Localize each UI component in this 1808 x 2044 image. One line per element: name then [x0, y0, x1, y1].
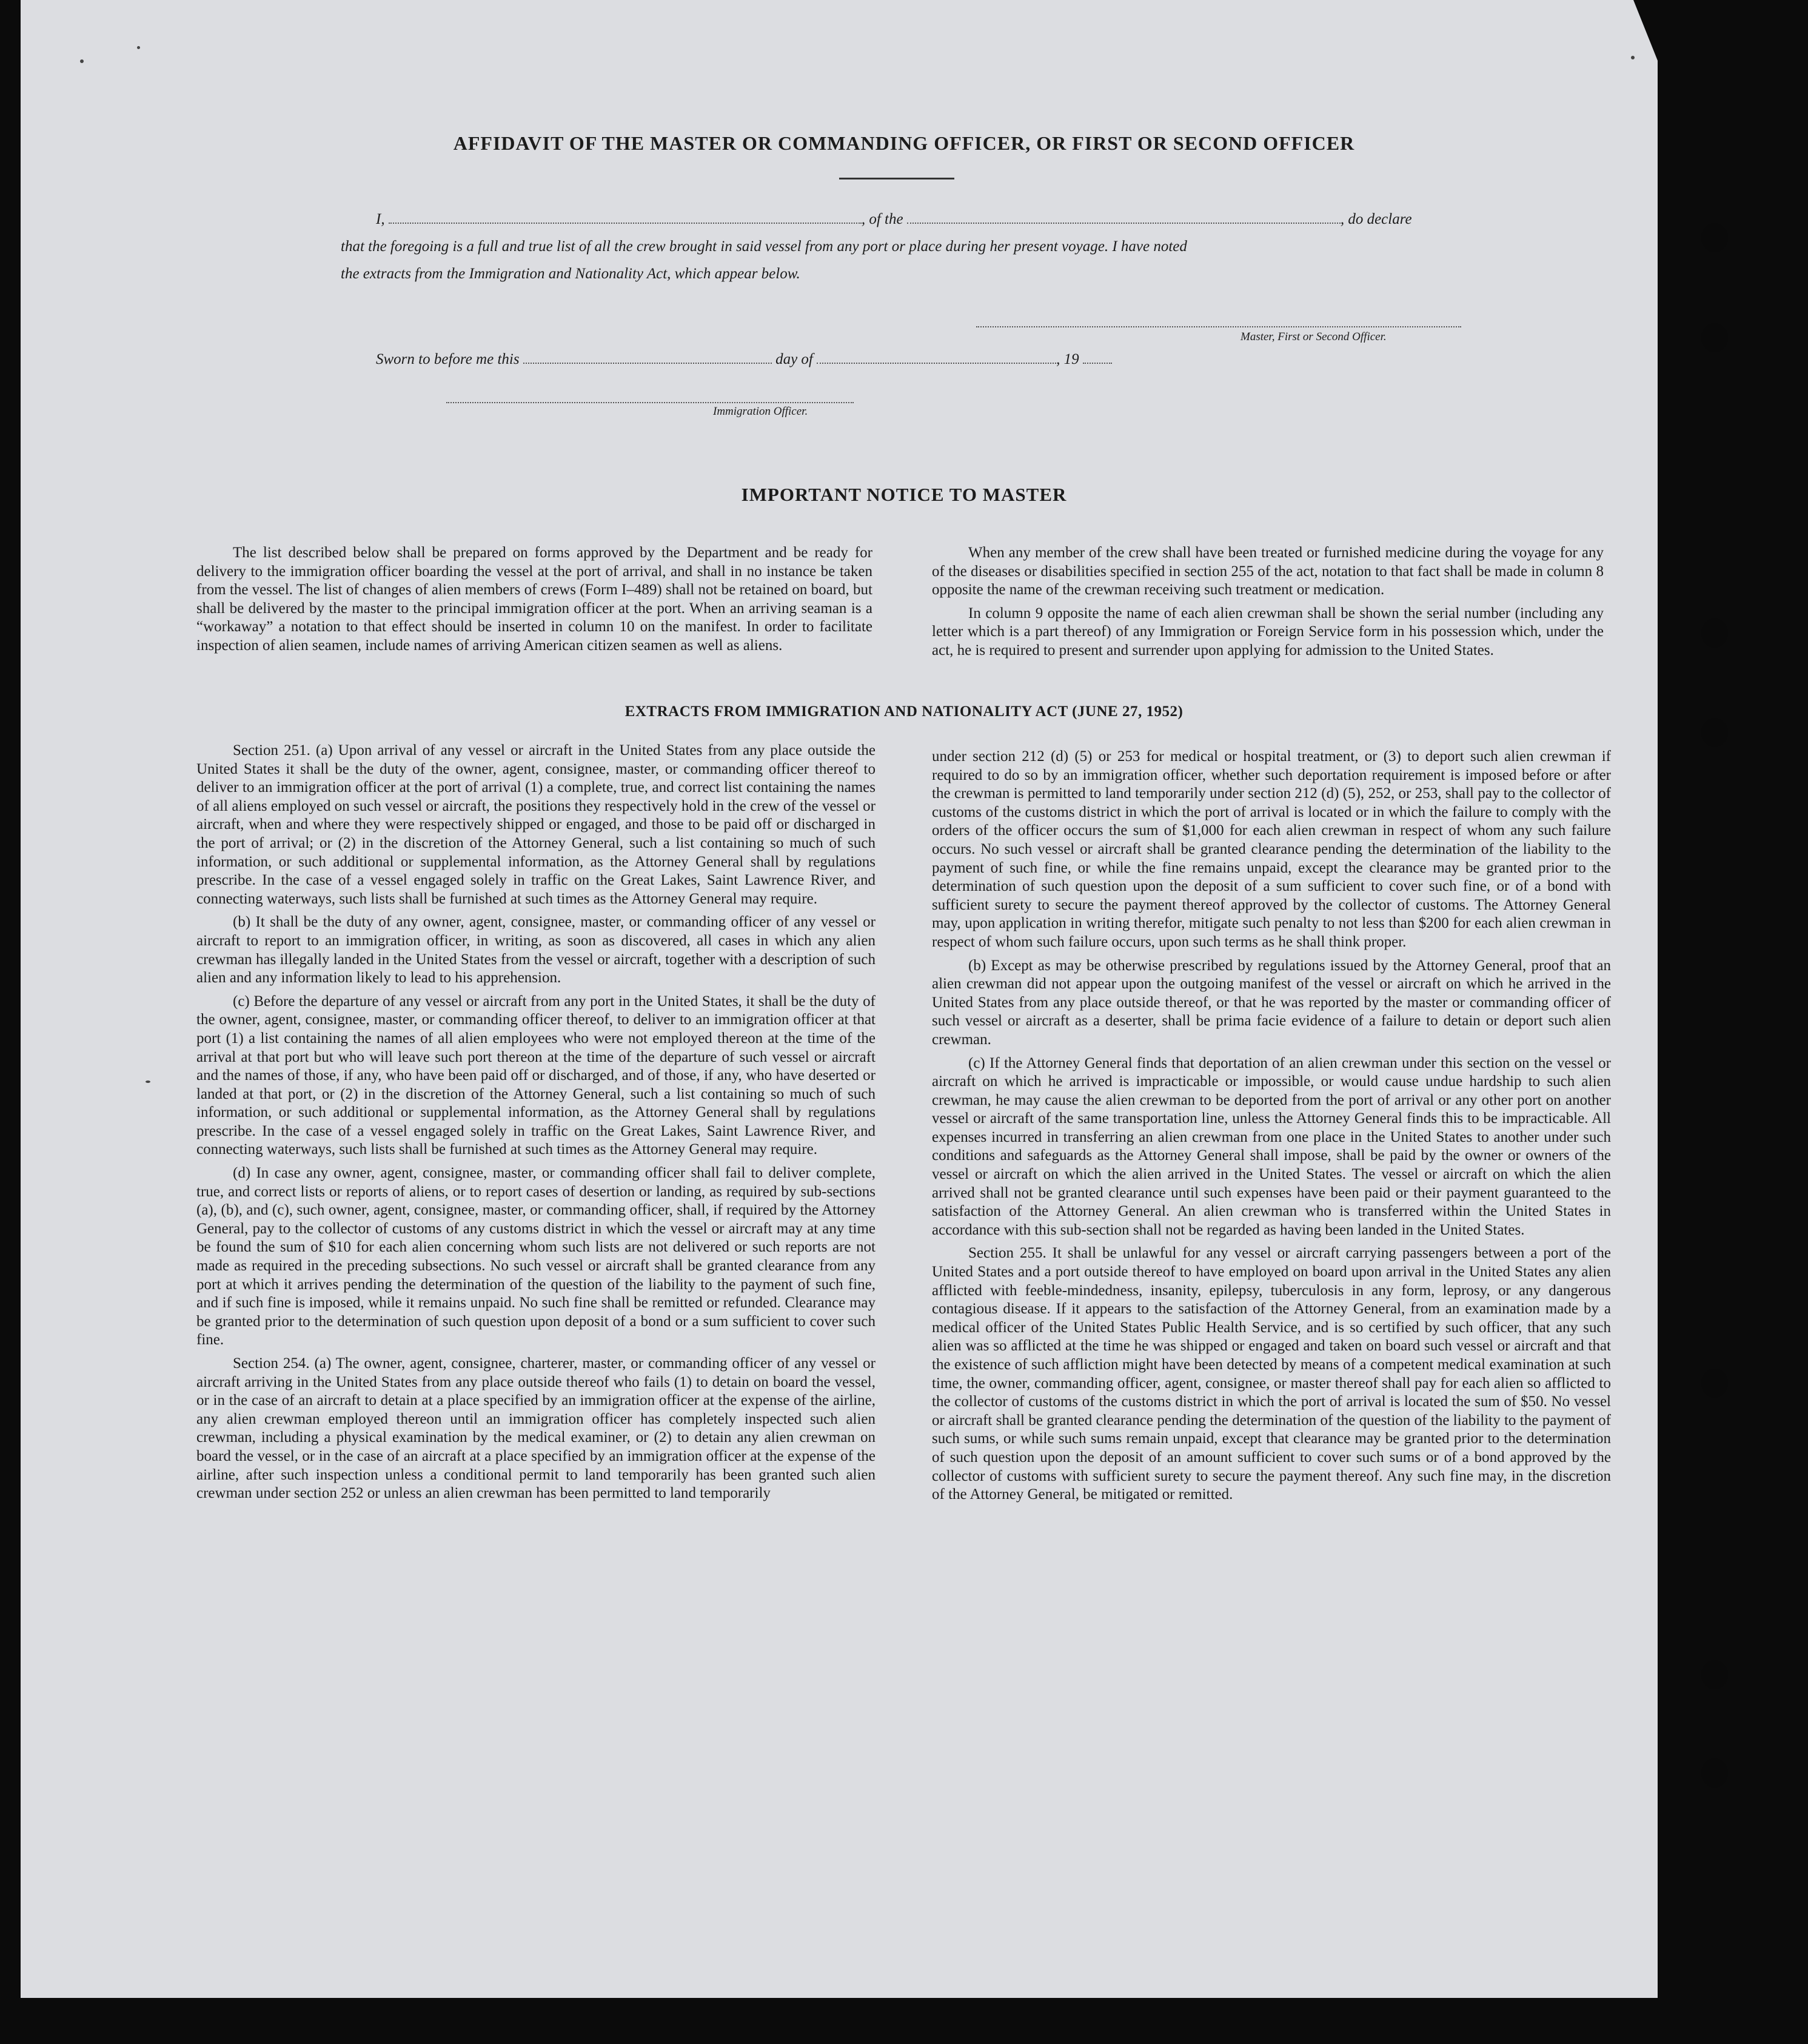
- section-254-a: Section 254. (a) The owner, agent, consignee, charterer, master, or commanding officer of any vessel or aircraft arriving in the United States from any place outside thereof who fails (1) to detain on board the vessel, or in the case of an aircraft to detain at a place specified by an immigration officer at the expense of the airline, any alien crewman employed thereon until an immigration officer has completely inspected such alien crewman, including a physical examination by the medical examiner, or (2) to detain any alien crewman on board the vessel, or in the case of an aircraft at a place specified by an immigration officer at the expense of the airline, after such inspection unless a conditional permit to land temporarily has been granted such alien crewman under section 252 or unless an alien crewman has been permitted to land temporarily: [196, 1355, 876, 1502]
- notice-right-paragraph-1: When any member of the crew shall have been treated or furnished medicine during the voyage for any of the diseases or disabilities specified in section 255 of the act, notation to that fact shall be made in column 8 opposite the name of the crewman receiving such treatment or medication.: [932, 545, 1604, 598]
- section-254-a-continued: under section 212 (d) (5) or 253 for medical or hospital treatment, or (3) to deport such alien crewman if required to do so by an immigration officer, whether such deportation requirement is imposed before or after the crewman is permitted to land temporarily under section 212 (d) (5), 252, or 253, shall pay to the collector of customs of the customs district in which the port of arrival is located or in which the failure to comply with the orders of the officer occurs the sum of $1,000 for each alien crewman in respect of whom any such failure occurs. No such vessel or aircraft shall be granted clearance pending the determination of the liability to the payment of such fine, or while the fine remains unpaid, except the clearance may be granted prior to the determination of such question upon the deposit of a sum sufficient to cover such fine, or of a bond with sufficient surety to secure the payment thereof approved by the collector of customs. The Attorney General may, upon application in writing therefor, mitigate such penalty to not less than $200 for each alien crewman in respect of whom such failure occurs, upon such terms as he shall think proper.: [932, 748, 1611, 950]
- notice-left-paragraph: The list described below shall be prepared on forms approved by the Department and be ready for delivery to the immigration officer boarding the vessel at the port of arrival, and shall in no instance be taken from the vessel. The list of changes of alien members of crews (Form I–489) shall not be retained on board, but shall be delivered by the master to the principal immigration officer at the port. When an arriving seaman is a “workaway” a notation to that effect should be inserted in column 10 on the manifest. In order to facilitate inspection of alien seamen, include names of arriving American citizen seamen as well as aliens.: [196, 545, 872, 654]
- immigration-officer-label: Immigration Officer.: [713, 405, 808, 418]
- speck: [146, 1081, 150, 1083]
- section-255: Section 255. It shall be unlawful for any vessel or aircraft carrying passengers between a port of the United States and a port outside thereof to have employed on board upon arrival in the United States any alien afflicted with feeble-mindedness, insanity, epilepsy, tuberculosis in any form, leprosy, or any dangerous contagious disease. If it appears to the satisfaction of the Attorney General, from an examination made by a medical officer of the United States Public Health Service, and is so certified by such officer, that any such alien was so afflicted at the time he was shipped or engaged and taken on board such vessel or aircraft and that the existence of such affliction might have been detected by means of a competent medical examination at such time, the owner, commanding officer, agent, consignee, or master thereof shall pay for each alien so afflicted to the collector of customs of the customs district in which the port of arrival is located the sum of $50. No vessel or aircraft shall be granted clearance pending the determination of the question of the liability to the payment of such sums, or while such sums remain unpaid, except that clearance may be granted prior to the determination of such question upon the deposit of an amount sufficient to cover such sums or of a bond approved by the collector of customs with sufficient surety to secure the payment thereof. Any such fine may, in the discretion of the Attorney General, be mitigated or remitted.: [932, 1245, 1611, 1503]
- punch-hole: [1701, 1758, 1728, 1788]
- declare-i: I,: [376, 211, 385, 227]
- sworn-month-blank: [817, 363, 1056, 364]
- speck: [1631, 56, 1635, 59]
- affidavit-title: AFFIDAVIT OF THE MASTER OR COMMANDING OFFICER, OR FIRST OR SECOND OFFICER: [453, 132, 1355, 154]
- declaration-line-1: [376, 211, 1412, 228]
- title-rule: [839, 178, 954, 179]
- section-251-c: (c) Before the departure of any vessel or aircraft from any port in the United States, it shall be the duty of the owner, agent, consignee, master, or commanding officer thereof, to deliver to an immigration officer at that port (1) a list containing the names of all alien employees who were not employed thereon at the time of the arrival at that port but who will leave such port thereon at the time of the departure of such vessel or aircraft and the names of those, if any, who have been paid off or discharged, and of those, if any, who have deserted or landed at that port, or (2) in the discretion of the Attorney General, such a list containing so much of such information, or such additional or supplemental information, as the Attorney General shall by regulations prescribe. In the case of a vessel engaged solely in traffic on the Great Lakes, Saint Lawrence River, and connecting waterways, such lists shall be furnished at such times as the Attorney General may require.: [196, 993, 876, 1158]
- sworn-prefix: Sworn to before me this: [376, 351, 520, 367]
- sworn-day-blank: [523, 363, 772, 364]
- sworn-line: [376, 351, 1112, 368]
- notice-left-column: [196, 544, 872, 655]
- declare-do-declare: , do declare: [1340, 211, 1412, 227]
- punch-hole: [1701, 1369, 1728, 1398]
- extracts-title: EXTRACTS FROM IMMIGRATION AND NATIONALITY ACT (JUNE 27, 1952): [624, 703, 1184, 720]
- punch-hole: [1701, 1660, 1728, 1689]
- punch-hole: [1701, 223, 1728, 252]
- master-signature-label: Master, First or Second Officer.: [1240, 330, 1387, 343]
- extracts-left-column: [196, 742, 876, 1503]
- declare-of-the: , of the: [861, 211, 903, 227]
- sworn-year: , 19: [1056, 351, 1079, 367]
- master-signature-line: [976, 326, 1461, 327]
- extracts-right-column: [932, 748, 1611, 1504]
- vessel-blank: [907, 223, 1341, 224]
- declaration-line-3: the extracts from the Immigration and Nationality Act, which appear below.: [341, 266, 800, 282]
- name-blank: [389, 223, 862, 224]
- section-251-a: Section 251. (a) Upon arrival of any vessel or aircraft in the United States from any place outside the United States it shall be the duty of the owner, agent, consignee, master, or commanding officer thereof to deliver to an immigration officer at the port of arrival (1) a complete, true, and correct list containing the names of all aliens employed on such vessel or aircraft, the positions they respectively hold in the crew of the vessel or aircraft, when and where they were respectively shipped or engaged, and those to be paid off or discharged in the port of arrival; or (2) in the discretion of the Attorney General, such a list containing so much of such information, or such additional or supplemental information, as the Attorney General shall by regulations prescribe. In the case of a vessel engaged solely in traffic on the Great Lakes, Saint Lawrence River, and connecting waterways, such lists shall be furnished at such times as the Attorney General may require.: [196, 742, 876, 907]
- punch-hole: [1701, 323, 1728, 352]
- sworn-day-of: day of: [775, 351, 813, 367]
- section-251-d: (d) In case any owner, agent, consignee, master, or commanding officer shall fail to deliver complete, true, and correct lists or reports of aliens, or to report cases of desertion or landing, as required by sub-sections (a), (b), and (c), such owner, agent, consignee, master, or commanding officer, shall, if required by the Attorney General, pay to the collector of customs of any customs district in which the vessel or aircraft may at any time be found the sum of $10 for each alien concerning whom such lists are not delivered or such reports are not made as required in the preceding subsections. No such vessel or aircraft shall be granted clearance from any port at which it arrives pending the determination of the question of the liability to the payment of such fine, and if such fine is imposed, while it remains unpaid. No such fine shall be remitted or refunded. Clearance may be granted prior to the determination of such question upon deposit of a bond or a sum sufficient to cover such fine.: [196, 1165, 876, 1349]
- speck: [137, 46, 140, 49]
- sworn-year-blank: [1083, 363, 1112, 364]
- punch-hole: [1701, 618, 1728, 648]
- section-251-b: (b) It shall be the duty of any owner, agent, consignee, master, or commanding officer of any vessel or aircraft to report to an immigration officer, in writing, as soon as discovered, all cases in which any alien crewman has illegally landed in the United States from the vessel or aircraft, together with a description of such alien and any information likely to lead to his apprehension.: [196, 914, 876, 987]
- speck: [80, 59, 84, 63]
- notice-title: IMPORTANT NOTICE TO MASTER: [741, 484, 1067, 505]
- punch-hole: [1701, 718, 1728, 747]
- notice-right-paragraph-2: In column 9 opposite the name of each alien crewman shall be shown the serial number (including any letter which is a part thereof) of any Immigration or Foreign Service form in his possession which, under the act, he is required to present and surrender upon applying for admission to the United States.: [932, 605, 1604, 658]
- declaration-line-2: that the foregoing is a full and true list of all the crew brought in said vessel from any port or place during her present voyage. I have noted: [341, 238, 1187, 255]
- section-254-c: (c) If the Attorney General finds that deportation of an alien crewman under this section on the vessel or aircraft on which he arrived is impracticable or impossible, or would cause undue hardship to such alien crewman, he may cause the alien crewman to be deported from the port of arrival or any other port on another vessel or aircraft of the same transportation line, unless the Attorney General finds this to be impracticable. All expenses incurred in transferring an alien crewman from one place in the United States to another under such conditions and safeguards as the Attorney General shall impose, shall be paid by the owner or owners of the vessel or aircraft on which the alien arrived in the United States. The vessel or aircraft on which the alien arrived shall not be granted clearance until such expenses have been paid or their payment guaranteed to the satisfaction of the Attorney General. An alien crewman who is transferred within the United States in accordance with this sub-section shall not be regarded as having been landed in the United States.: [932, 1054, 1611, 1238]
- notice-right-column: [932, 544, 1604, 660]
- section-254-b: (b) Except as may be otherwise prescribed by regulations issued by the Attorney General, proof that an alien crewman did not appear upon the outgoing manifest of the vessel or aircraft on which he arrived in the United States from any place outside thereof, or that he was reported by the master or commanding officer of such vessel or aircraft as a deserter, shall be prima facie evidence of a failure to detain or deport such alien crewman.: [932, 957, 1611, 1048]
- immigration-officer-line: [446, 402, 854, 403]
